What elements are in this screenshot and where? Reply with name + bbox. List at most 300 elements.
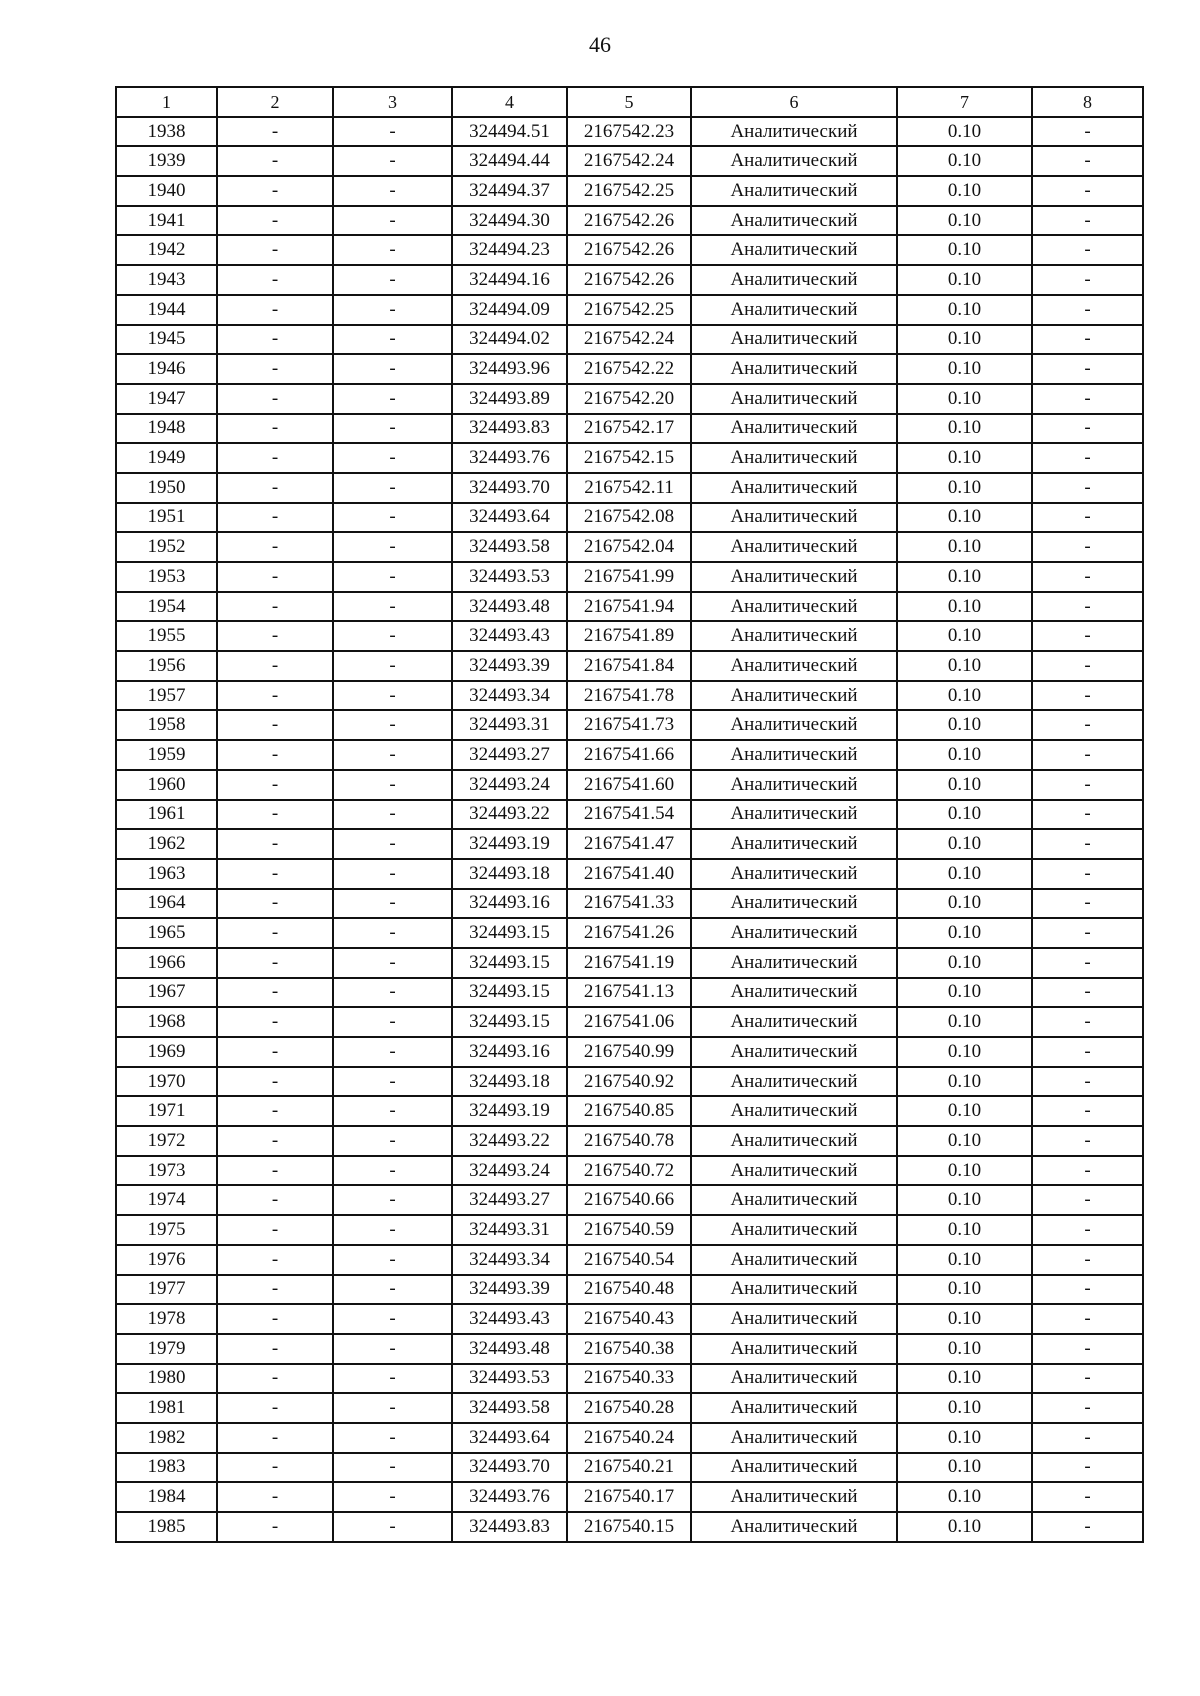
accuracy-cell: 0.10 [897,532,1032,562]
point-number-cell: 1951 [116,503,217,533]
col-3-cell: - [333,1364,452,1394]
col-3-cell: - [333,1096,452,1126]
col-2-cell: - [217,710,333,740]
point-number-cell: 1962 [116,829,217,859]
accuracy-cell: 0.10 [897,859,1032,889]
accuracy-cell: 0.10 [897,235,1032,265]
col-3-cell: - [333,1275,452,1305]
col-8-cell: - [1032,740,1143,770]
col-8-cell: - [1032,1007,1143,1037]
col-2-cell: - [217,1185,333,1215]
header-cell-4: 4 [452,87,567,117]
accuracy-cell: 0.10 [897,384,1032,414]
table-row [116,117,1143,147]
method-cell: Аналитический [691,740,897,770]
y-coordinate-cell: 2167542.26 [567,206,691,236]
point-number-cell: 1960 [116,770,217,800]
col-3-cell: - [333,1037,452,1067]
page-number: 46 [589,32,611,57]
table-row [116,1423,1143,1453]
header-cell-3: 3 [333,87,452,117]
point-number-cell: 1982 [116,1423,217,1453]
x-coordinate-cell: 324493.22 [452,800,567,830]
y-coordinate-cell: 2167541.84 [567,651,691,681]
x-coordinate-cell: 324494.51 [452,117,567,147]
table-row [116,1453,1143,1483]
col-2-cell: - [217,889,333,919]
table-header-row [116,87,1143,117]
table-row [116,562,1143,592]
table-body [116,87,1143,1542]
col-2-cell: - [217,1334,333,1364]
table-row [116,1037,1143,1067]
method-cell: Аналитический [691,295,897,325]
accuracy-cell: 0.10 [897,354,1032,384]
accuracy-cell: 0.10 [897,295,1032,325]
col-3-cell: - [333,1156,452,1186]
point-number-cell: 1939 [116,146,217,176]
col-2-cell: - [217,354,333,384]
accuracy-cell: 0.10 [897,621,1032,651]
x-coordinate-cell: 324493.64 [452,503,567,533]
col-3-cell: - [333,1304,452,1334]
point-number-cell: 1945 [116,325,217,355]
accuracy-cell: 0.10 [897,1334,1032,1364]
col-8-cell: - [1032,443,1143,473]
col-2-cell: - [217,918,333,948]
method-cell: Аналитический [691,1393,897,1423]
method-cell: Аналитический [691,889,897,919]
col-8-cell: - [1032,1096,1143,1126]
method-cell: Аналитический [691,800,897,830]
col-2-cell: - [217,1126,333,1156]
col-3-cell: - [333,206,452,236]
col-8-cell: - [1032,146,1143,176]
col-8-cell: - [1032,1037,1143,1067]
x-coordinate-cell: 324493.19 [452,1096,567,1126]
point-number-cell: 1955 [116,621,217,651]
accuracy-cell: 0.10 [897,1275,1032,1305]
accuracy-cell: 0.10 [897,651,1032,681]
x-coordinate-cell: 324494.30 [452,206,567,236]
point-number-cell: 1957 [116,681,217,711]
col-2-cell: - [217,859,333,889]
x-coordinate-cell: 324494.23 [452,235,567,265]
table-row [116,443,1143,473]
x-coordinate-cell: 324493.24 [452,1156,567,1186]
table-row [116,1304,1143,1334]
y-coordinate-cell: 2167540.78 [567,1126,691,1156]
col-2-cell: - [217,532,333,562]
x-coordinate-cell: 324493.64 [452,1423,567,1453]
header-cell-7: 7 [897,87,1032,117]
x-coordinate-cell: 324493.83 [452,414,567,444]
y-coordinate-cell: 2167540.54 [567,1245,691,1275]
accuracy-cell: 0.10 [897,414,1032,444]
y-coordinate-cell: 2167541.40 [567,859,691,889]
col-2-cell: - [217,1275,333,1305]
y-coordinate-cell: 2167542.25 [567,176,691,206]
table-row [116,770,1143,800]
table-row [116,1215,1143,1245]
table-row [116,592,1143,622]
col-8-cell: - [1032,414,1143,444]
accuracy-cell: 0.10 [897,1096,1032,1126]
method-cell: Аналитический [691,1007,897,1037]
col-8-cell: - [1032,859,1143,889]
col-2-cell: - [217,770,333,800]
table-row [116,503,1143,533]
col-8-cell: - [1032,710,1143,740]
y-coordinate-cell: 2167542.26 [567,235,691,265]
col-2-cell: - [217,1156,333,1186]
col-8-cell: - [1032,295,1143,325]
point-number-cell: 1973 [116,1156,217,1186]
x-coordinate-cell: 324493.27 [452,740,567,770]
col-2-cell: - [217,265,333,295]
col-3-cell: - [333,978,452,1008]
col-2-cell: - [217,503,333,533]
col-3-cell: - [333,651,452,681]
col-3-cell: - [333,295,452,325]
method-cell: Аналитический [691,206,897,236]
x-coordinate-cell: 324493.96 [452,354,567,384]
accuracy-cell: 0.10 [897,770,1032,800]
col-2-cell: - [217,1393,333,1423]
method-cell: Аналитический [691,265,897,295]
point-number-cell: 1984 [116,1482,217,1512]
y-coordinate-cell: 2167540.99 [567,1037,691,1067]
accuracy-cell: 0.10 [897,1215,1032,1245]
table-row [116,473,1143,503]
method-cell: Аналитический [691,1482,897,1512]
accuracy-cell: 0.10 [897,1007,1032,1037]
accuracy-cell: 0.10 [897,710,1032,740]
point-number-cell: 1977 [116,1275,217,1305]
method-cell: Аналитический [691,117,897,147]
x-coordinate-cell: 324493.18 [452,859,567,889]
accuracy-cell: 0.10 [897,592,1032,622]
x-coordinate-cell: 324493.48 [452,592,567,622]
y-coordinate-cell: 2167542.15 [567,443,691,473]
x-coordinate-cell: 324493.70 [452,473,567,503]
accuracy-cell: 0.10 [897,1067,1032,1097]
table-row [116,859,1143,889]
col-8-cell: - [1032,1126,1143,1156]
table-row [116,710,1143,740]
x-coordinate-cell: 324493.39 [452,651,567,681]
point-number-cell: 1942 [116,235,217,265]
table-row [116,384,1143,414]
col-3-cell: - [333,740,452,770]
col-8-cell: - [1032,1215,1143,1245]
y-coordinate-cell: 2167540.59 [567,1215,691,1245]
col-2-cell: - [217,473,333,503]
y-coordinate-cell: 2167541.06 [567,1007,691,1037]
point-number-cell: 1980 [116,1364,217,1394]
y-coordinate-cell: 2167541.89 [567,621,691,651]
col-3-cell: - [333,681,452,711]
x-coordinate-cell: 324494.44 [452,146,567,176]
col-2-cell: - [217,1245,333,1275]
col-2-cell: - [217,1512,333,1542]
col-3-cell: - [333,948,452,978]
accuracy-cell: 0.10 [897,146,1032,176]
method-cell: Аналитический [691,473,897,503]
method-cell: Аналитический [691,1245,897,1275]
table-row [116,265,1143,295]
point-number-cell: 1952 [116,532,217,562]
x-coordinate-cell: 324493.31 [452,710,567,740]
col-3-cell: - [333,1185,452,1215]
col-3-cell: - [333,1334,452,1364]
point-number-cell: 1944 [116,295,217,325]
col-2-cell: - [217,948,333,978]
table-row [116,354,1143,384]
y-coordinate-cell: 2167542.22 [567,354,691,384]
x-coordinate-cell: 324493.83 [452,1512,567,1542]
point-number-cell: 1949 [116,443,217,473]
accuracy-cell: 0.10 [897,443,1032,473]
point-number-cell: 1950 [116,473,217,503]
x-coordinate-cell: 324493.53 [452,1364,567,1394]
y-coordinate-cell: 2167540.15 [567,1512,691,1542]
y-coordinate-cell: 2167541.60 [567,770,691,800]
accuracy-cell: 0.10 [897,889,1032,919]
col-3-cell: - [333,1007,452,1037]
point-number-cell: 1958 [116,710,217,740]
y-coordinate-cell: 2167541.66 [567,740,691,770]
accuracy-cell: 0.10 [897,473,1032,503]
col-3-cell: - [333,1453,452,1483]
method-cell: Аналитический [691,443,897,473]
point-number-cell: 1953 [116,562,217,592]
x-coordinate-cell: 324493.48 [452,1334,567,1364]
col-8-cell: - [1032,325,1143,355]
col-3-cell: - [333,414,452,444]
col-2-cell: - [217,592,333,622]
accuracy-cell: 0.10 [897,1245,1032,1275]
y-coordinate-cell: 2167541.47 [567,829,691,859]
col-8-cell: - [1032,1364,1143,1394]
col-2-cell: - [217,1304,333,1334]
x-coordinate-cell: 324493.31 [452,1215,567,1245]
y-coordinate-cell: 2167540.72 [567,1156,691,1186]
accuracy-cell: 0.10 [897,265,1032,295]
accuracy-cell: 0.10 [897,1512,1032,1542]
point-number-cell: 1946 [116,354,217,384]
col-3-cell: - [333,146,452,176]
col-3-cell: - [333,562,452,592]
x-coordinate-cell: 324494.37 [452,176,567,206]
point-number-cell: 1985 [116,1512,217,1542]
x-coordinate-cell: 324493.43 [452,1304,567,1334]
col-2-cell: - [217,1215,333,1245]
point-number-cell: 1970 [116,1067,217,1097]
method-cell: Аналитический [691,1304,897,1334]
method-cell: Аналитический [691,1423,897,1453]
col-8-cell: - [1032,592,1143,622]
header-cell-5: 5 [567,87,691,117]
point-number-cell: 1964 [116,889,217,919]
y-coordinate-cell: 2167540.85 [567,1096,691,1126]
col-3-cell: - [333,1067,452,1097]
y-coordinate-cell: 2167541.54 [567,800,691,830]
method-cell: Аналитический [691,1215,897,1245]
y-coordinate-cell: 2167540.38 [567,1334,691,1364]
table-row [116,532,1143,562]
accuracy-cell: 0.10 [897,740,1032,770]
col-2-cell: - [217,1453,333,1483]
col-3-cell: - [333,1423,452,1453]
accuracy-cell: 0.10 [897,562,1032,592]
x-coordinate-cell: 324493.27 [452,1185,567,1215]
col-3-cell: - [333,829,452,859]
col-8-cell: - [1032,265,1143,295]
col-8-cell: - [1032,503,1143,533]
point-number-cell: 1971 [116,1096,217,1126]
table-row [116,1007,1143,1037]
accuracy-cell: 0.10 [897,1423,1032,1453]
y-coordinate-cell: 2167542.26 [567,265,691,295]
col-3-cell: - [333,503,452,533]
y-coordinate-cell: 2167541.78 [567,681,691,711]
table-row [116,146,1143,176]
method-cell: Аналитический [691,532,897,562]
table-row [116,1512,1143,1542]
point-number-cell: 1963 [116,859,217,889]
col-3-cell: - [333,621,452,651]
method-cell: Аналитический [691,592,897,622]
x-coordinate-cell: 324493.15 [452,1007,567,1037]
col-2-cell: - [217,800,333,830]
method-cell: Аналитический [691,1453,897,1483]
col-2-cell: - [217,681,333,711]
method-cell: Аналитический [691,146,897,176]
table-row [116,1245,1143,1275]
col-2-cell: - [217,621,333,651]
x-coordinate-cell: 324493.16 [452,889,567,919]
col-2-cell: - [217,146,333,176]
y-coordinate-cell: 2167540.48 [567,1275,691,1305]
col-8-cell: - [1032,978,1143,1008]
table-row [116,1067,1143,1097]
x-coordinate-cell: 324493.58 [452,1393,567,1423]
y-coordinate-cell: 2167540.21 [567,1453,691,1483]
table-row [116,651,1143,681]
point-number-cell: 1981 [116,1393,217,1423]
point-number-cell: 1983 [116,1453,217,1483]
method-cell: Аналитический [691,1364,897,1394]
y-coordinate-cell: 2167541.13 [567,978,691,1008]
col-8-cell: - [1032,1393,1143,1423]
table-row [116,235,1143,265]
table-row [116,1393,1143,1423]
col-2-cell: - [217,295,333,325]
x-coordinate-cell: 324493.34 [452,1245,567,1275]
table-row [116,295,1143,325]
table-row [116,740,1143,770]
col-8-cell: - [1032,621,1143,651]
header-cell-8: 8 [1032,87,1143,117]
x-coordinate-cell: 324493.53 [452,562,567,592]
col-2-cell: - [217,117,333,147]
y-coordinate-cell: 2167541.99 [567,562,691,592]
method-cell: Аналитический [691,354,897,384]
col-3-cell: - [333,918,452,948]
x-coordinate-cell: 324493.16 [452,1037,567,1067]
col-8-cell: - [1032,948,1143,978]
col-3-cell: - [333,1126,452,1156]
col-8-cell: - [1032,473,1143,503]
y-coordinate-cell: 2167542.11 [567,473,691,503]
point-number-cell: 1947 [116,384,217,414]
accuracy-cell: 0.10 [897,206,1032,236]
header-cell-2: 2 [217,87,333,117]
col-2-cell: - [217,651,333,681]
col-2-cell: - [217,829,333,859]
point-number-cell: 1975 [116,1215,217,1245]
col-3-cell: - [333,443,452,473]
col-2-cell: - [217,1364,333,1394]
y-coordinate-cell: 2167540.92 [567,1067,691,1097]
x-coordinate-cell: 324493.22 [452,1126,567,1156]
method-cell: Аналитический [691,859,897,889]
col-8-cell: - [1032,770,1143,800]
table-row [116,1126,1143,1156]
accuracy-cell: 0.10 [897,1037,1032,1067]
col-8-cell: - [1032,1067,1143,1097]
accuracy-cell: 0.10 [897,1482,1032,1512]
col-2-cell: - [217,1423,333,1453]
method-cell: Аналитический [691,621,897,651]
point-number-cell: 1954 [116,592,217,622]
accuracy-cell: 0.10 [897,681,1032,711]
y-coordinate-cell: 2167542.04 [567,532,691,562]
y-coordinate-cell: 2167542.23 [567,117,691,147]
col-8-cell: - [1032,800,1143,830]
table-row [116,978,1143,1008]
col-3-cell: - [333,117,452,147]
method-cell: Аналитический [691,1126,897,1156]
accuracy-cell: 0.10 [897,1185,1032,1215]
col-8-cell: - [1032,1334,1143,1364]
col-8-cell: - [1032,1245,1143,1275]
accuracy-cell: 0.10 [897,829,1032,859]
col-2-cell: - [217,1067,333,1097]
x-coordinate-cell: 324494.16 [452,265,567,295]
table-row [116,1364,1143,1394]
method-cell: Аналитический [691,325,897,355]
col-2-cell: - [217,443,333,473]
x-coordinate-cell: 324494.09 [452,295,567,325]
x-coordinate-cell: 324494.02 [452,325,567,355]
point-number-cell: 1966 [116,948,217,978]
accuracy-cell: 0.10 [897,918,1032,948]
col-8-cell: - [1032,235,1143,265]
col-3-cell: - [333,1245,452,1275]
method-cell: Аналитический [691,176,897,206]
accuracy-cell: 0.10 [897,1126,1032,1156]
table-row [116,1156,1143,1186]
col-2-cell: - [217,414,333,444]
table-row [116,829,1143,859]
method-cell: Аналитический [691,1185,897,1215]
x-coordinate-cell: 324493.39 [452,1275,567,1305]
point-number-cell: 1967 [116,978,217,1008]
y-coordinate-cell: 2167541.73 [567,710,691,740]
col-8-cell: - [1032,1304,1143,1334]
